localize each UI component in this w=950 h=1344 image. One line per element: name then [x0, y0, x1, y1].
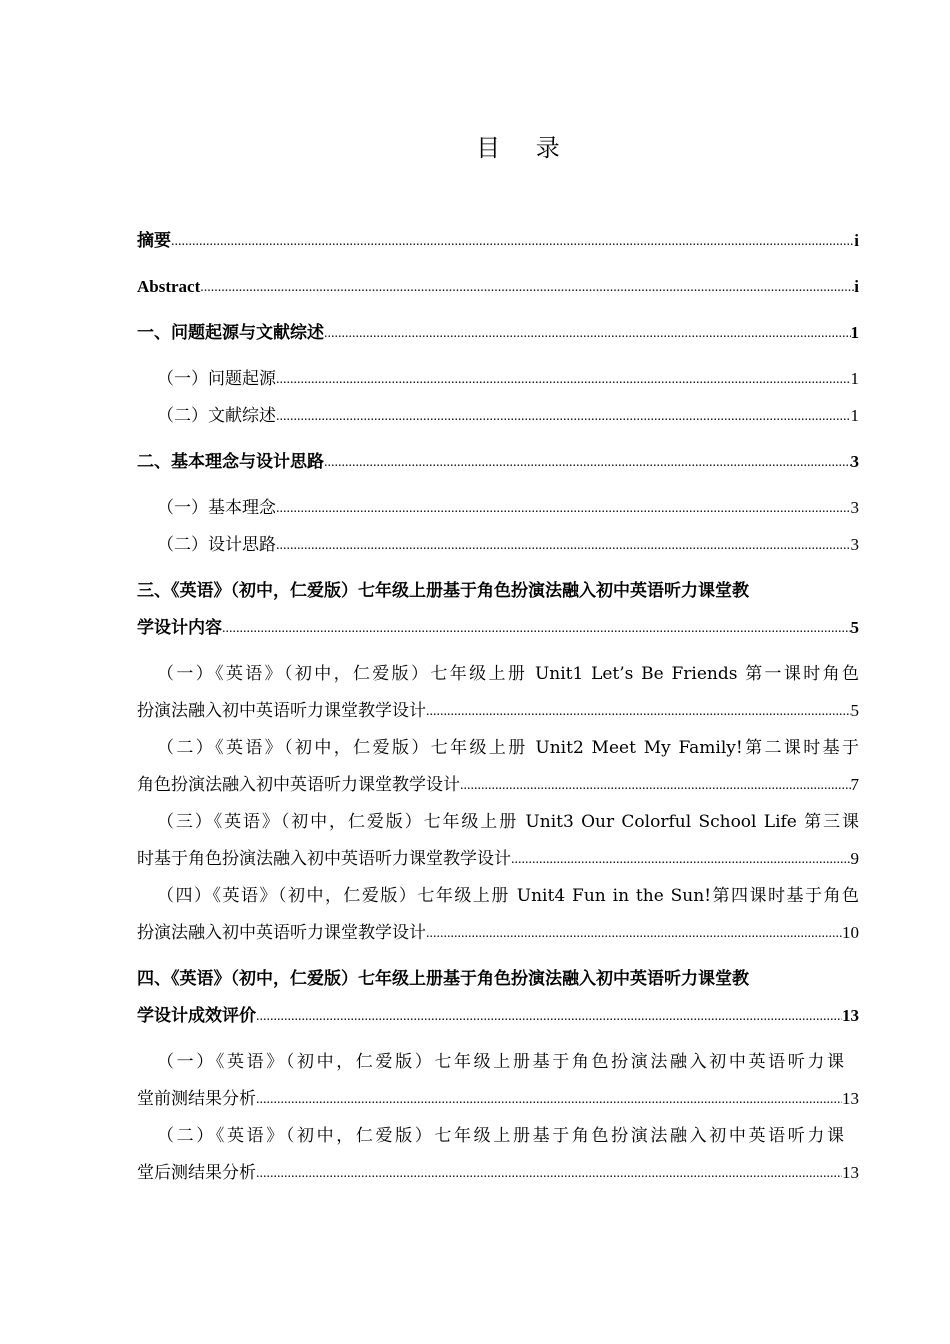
toc-entry-1-1[interactable] — [137, 367, 859, 391]
toc-leader-dots — [426, 924, 842, 944]
toc-leader-dots — [324, 453, 851, 473]
toc-leader-dots — [171, 232, 854, 252]
toc-page-number: 1 — [850, 406, 859, 425]
toc-leader-dots — [256, 1090, 842, 1110]
toc-page-number: 3 — [850, 498, 859, 517]
toc-page-number: 9 — [850, 849, 859, 868]
toc-entry-4-1-line1[interactable]: （一）《英语》（初中，仁爱版）七年级上册基于角色扮演法融入初中英语听力课 — [157, 1052, 844, 1072]
toc-page-number: 7 — [850, 775, 859, 794]
toc-entry-3-1-line1[interactable]: （一）《英语》（初中，仁爱版）七年级上册 Unit1 Let’s Be Friends 第一课时角色 — [157, 664, 859, 684]
toc-leader-dots — [426, 702, 851, 722]
toc-entry-2-2[interactable] — [137, 533, 859, 557]
toc-entry-label: 学设计内容 — [137, 618, 222, 638]
toc-entry-3-3-line1[interactable]: （三）《英语》（初中，仁爱版）七年级上册 Unit3 Our Colorful School Life 第三课 — [157, 812, 859, 832]
toc-entry-label: （二）设计思路 — [157, 535, 276, 555]
toc-entry-abstract-cn[interactable] — [137, 229, 859, 253]
toc-entry-label: 摘要 — [137, 231, 171, 251]
toc-entry-3-4[interactable] — [137, 921, 859, 945]
toc-leader-dots — [460, 776, 851, 796]
toc-page-number: 13 — [842, 1006, 859, 1025]
toc-entry-label: 角色扮演法融入初中英语听力课堂教学设计 — [137, 775, 460, 795]
toc-entry-3-1[interactable] — [137, 699, 859, 723]
toc-entry-label: （二）文献综述 — [157, 406, 276, 426]
toc-entry-chapter-2[interactable] — [137, 450, 859, 474]
toc-entry-abstract-en[interactable] — [137, 275, 859, 299]
toc-entry-chapter-3-line1[interactable]: 三、《英语》（初中，仁爱版）七年级上册基于角色扮演法融入初中英语听力课堂教 — [137, 581, 749, 601]
toc-leader-dots — [256, 1007, 842, 1027]
toc-page-number: i — [854, 231, 859, 250]
toc-entry-label: 一、问题起源与文献综述 — [137, 323, 324, 343]
toc-entry-3-3[interactable] — [137, 847, 859, 871]
toc-page-number: 5 — [850, 618, 859, 637]
toc-entry-1-2[interactable] — [137, 404, 859, 428]
toc-entry-label: （一）基本理念 — [157, 498, 276, 518]
toc-leader-dots — [222, 619, 851, 639]
toc-leader-dots — [324, 324, 851, 344]
toc-entry-2-1[interactable] — [137, 496, 859, 520]
toc-entry-4-2-line1[interactable]: （二）《英语》（初中，仁爱版）七年级上册基于角色扮演法融入初中英语听力课 — [157, 1126, 844, 1146]
toc-entry-chapter-4-line1[interactable]: 四、《英语》（初中，仁爱版）七年级上册基于角色扮演法融入初中英语听力课堂教 — [137, 969, 749, 989]
toc-entry-label: 扮演法融入初中英语听力课堂教学设计 — [137, 701, 426, 721]
toc-page-number: i — [854, 277, 859, 296]
toc-entry-3-2-line1[interactable]: （二）《英语》（初中，仁爱版）七年级上册 Unit2 Meet My Family!第二课时基于 — [157, 738, 859, 758]
toc-entry-label: （一）问题起源 — [157, 369, 276, 389]
toc-page-number: 10 — [842, 923, 859, 942]
toc-page-number: 5 — [850, 701, 859, 720]
toc-entry-label: 时基于角色扮演法融入初中英语听力课堂教学设计 — [137, 849, 511, 869]
toc-entry-chapter-3[interactable] — [137, 616, 859, 640]
toc-leader-dots — [276, 407, 851, 427]
toc-title: 目 录 — [476, 134, 574, 162]
toc-entry-3-4-line1[interactable]: （四）《英语》（初中，仁爱版）七年级上册 Unit4 Fun in the Sun!第四课时基于角色 — [157, 886, 859, 906]
toc-entry-label: 堂后测结果分析 — [137, 1163, 256, 1183]
toc-leader-dots — [276, 499, 851, 519]
toc-entry-4-1[interactable] — [137, 1087, 859, 1111]
toc-page-number: 13 — [842, 1089, 859, 1108]
toc-leader-dots — [511, 850, 851, 870]
toc-page-number: 1 — [850, 323, 859, 342]
toc-entry-label: Abstract — [137, 277, 201, 296]
toc-page-number: 3 — [850, 452, 859, 471]
toc-page-number: 1 — [850, 369, 859, 388]
toc-leader-dots — [200, 278, 854, 298]
toc-entry-4-2[interactable] — [137, 1161, 859, 1185]
toc-page-number: 13 — [842, 1163, 859, 1182]
toc-entry-chapter-4[interactable] — [137, 1004, 859, 1028]
toc-entry-label: 扮演法融入初中英语听力课堂教学设计 — [137, 923, 426, 943]
toc-page-number: 3 — [850, 535, 859, 554]
toc-leader-dots — [276, 370, 851, 390]
toc-entry-label: 学设计成效评价 — [137, 1006, 256, 1026]
toc-entry-chapter-1[interactable] — [137, 321, 859, 345]
toc-entry-label: 堂前测结果分析 — [137, 1089, 256, 1109]
toc-leader-dots — [256, 1164, 842, 1184]
toc-leader-dots — [276, 536, 851, 556]
toc-entry-label: 二、基本理念与设计思路 — [137, 452, 324, 472]
toc-entry-3-2[interactable] — [137, 773, 859, 797]
